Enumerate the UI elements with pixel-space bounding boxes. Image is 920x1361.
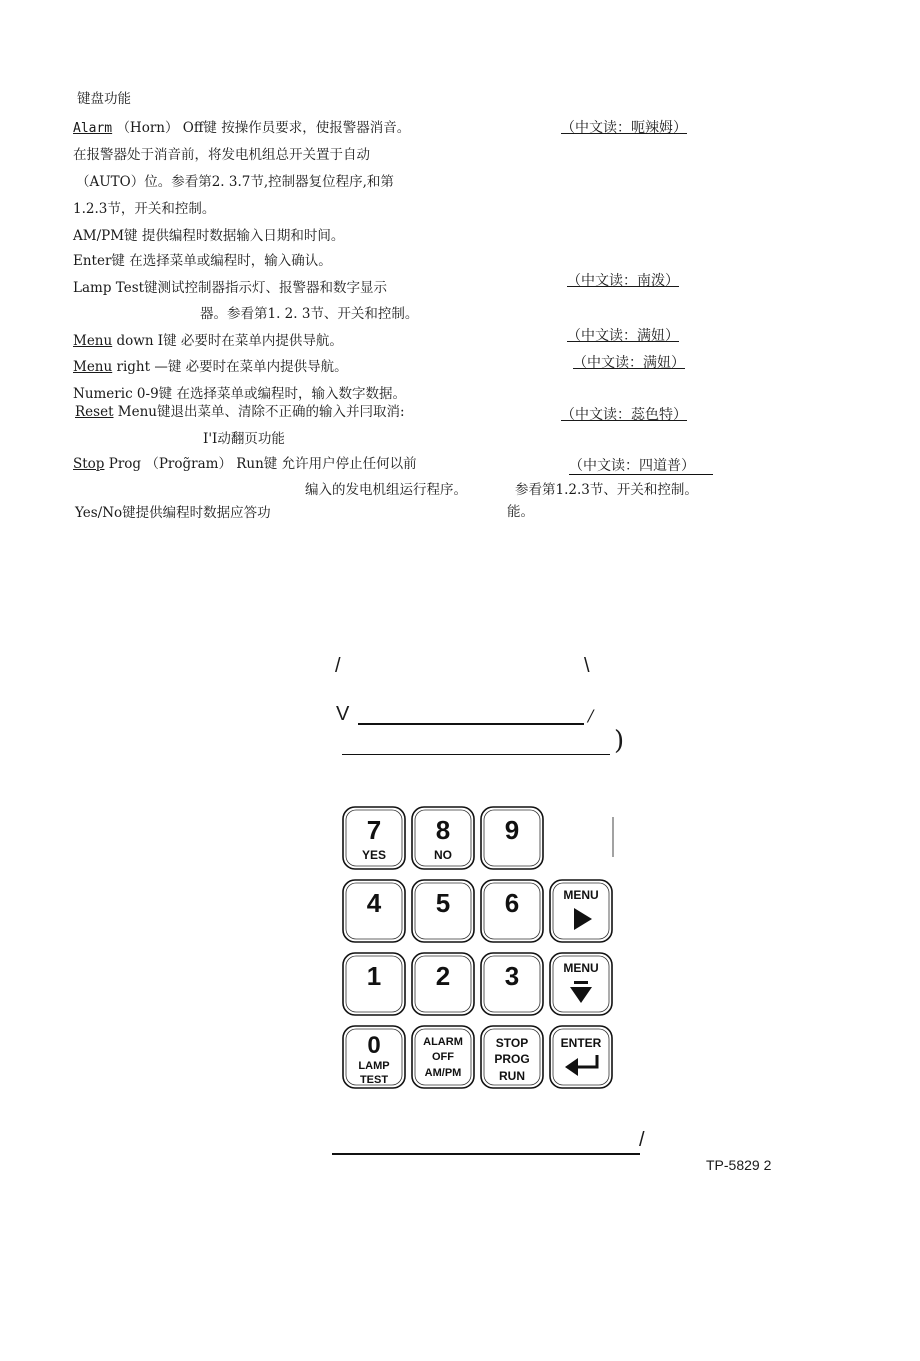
figure-bottom-line	[332, 1153, 640, 1155]
key-ampm-label: AM/PM	[424, 1067, 462, 1079]
yesno-line: Yes/No键提供编程时数据应答功	[75, 505, 271, 521]
key-7-yes[interactable]	[343, 807, 405, 869]
menu-right-description: right —键 必要时在菜单内提供导航。	[112, 359, 348, 375]
key-8-no[interactable]	[412, 807, 474, 869]
reset-key-term: Reset	[75, 404, 114, 420]
key-7-label: YES	[361, 848, 387, 862]
menu-down-line	[73, 332, 343, 350]
alarm-line-1	[73, 119, 410, 138]
refer-line: 参看第1.2.3节、开关和控制。	[515, 482, 698, 498]
key-menu-right[interactable]	[550, 880, 612, 942]
key-0-label-test: TEST	[359, 1074, 389, 1086]
page-title: 键盘功能	[77, 91, 131, 107]
key-8-label: NO	[434, 848, 452, 862]
pronunciation-note-menu-right: （中文读：满妞）	[573, 355, 685, 371]
pronunciation-note-reset: （中文读：蕊色特）	[561, 407, 687, 423]
lamp-line-2: 器。参看第1. 2. 3节、开关和控制。	[200, 306, 419, 322]
stop-key-term: Stop	[73, 456, 105, 472]
key-2[interactable]	[412, 953, 474, 1015]
key-3[interactable]	[481, 953, 543, 1015]
key-alarm-off-ampm[interactable]	[412, 1026, 474, 1088]
alarm-key-term: Alarm	[73, 121, 113, 136]
pronunciation-note-alarm: （中文读：呃辣姆）	[561, 120, 687, 136]
stop-description: Prog （Prog̃ram） Run键 允许用户停止任何以前	[104, 456, 417, 472]
key-stop-prog-run[interactable]	[481, 1026, 543, 1088]
key-0-label-lamp: LAMP	[358, 1060, 390, 1072]
bracket-v-mark: V	[336, 703, 350, 725]
key-3-digit: 3	[504, 961, 520, 991]
alarm-description: （Horn） Off键 按操作员要求，使报警器消音。	[116, 120, 411, 136]
key-4-digit: 4	[366, 888, 382, 918]
key-enter[interactable]	[550, 1026, 612, 1088]
menu-down-key-term: Menu	[73, 333, 113, 349]
key-5-digit: 5	[435, 888, 451, 918]
key-2-digit: 2	[435, 961, 451, 991]
note-underline	[569, 474, 713, 475]
figure-id: TP-5829 2	[706, 1157, 772, 1173]
key-6[interactable]	[481, 880, 543, 942]
reset-line	[75, 403, 405, 421]
bracket-backslash-right: \	[584, 655, 590, 677]
key-4[interactable]	[343, 880, 405, 942]
key-1[interactable]	[343, 953, 405, 1015]
key-menu-down[interactable]	[550, 953, 612, 1015]
key-1-digit: 1	[366, 961, 382, 991]
bracket-curve-small: /	[588, 706, 594, 725]
figure-bottom-slash: /	[639, 1129, 645, 1151]
menu-right-key-term: Menu	[73, 359, 113, 375]
key-0-lamp-test[interactable]	[343, 1026, 405, 1088]
alarm-line-2: 在报警器处于消音前，将发电机组总开关置于自动	[73, 147, 370, 163]
bracket-line-1	[358, 723, 584, 725]
pronunciation-note-enter: （中文读：南泼）	[567, 273, 679, 289]
numeric-line: Numeric 0-9键 在选择菜单或编程时，输入数字数据。	[73, 386, 406, 402]
stop-line-2: 编入的发电机组运行程序。	[305, 482, 467, 498]
key-run-label: RUN	[499, 1069, 525, 1083]
key-menu-right-label: MENU	[563, 888, 599, 902]
pronunciation-note-stop: （中文读：四道普）	[569, 458, 695, 474]
bracket-slash-left: /	[335, 655, 341, 677]
neng-line: 能。	[507, 504, 534, 520]
key-7-digit: 7	[366, 815, 382, 845]
lamp-line-1: Lamp Test键测试控制器指示灯、报警器和数字显示	[73, 280, 388, 296]
key-9-digit: 9	[504, 815, 520, 845]
key-menu-down-label: MENU	[563, 961, 599, 975]
menu-down-description: down I键 必要时在菜单内提供导航。	[112, 333, 343, 349]
key-prog-label: PROG	[494, 1052, 530, 1066]
reset-description: Menu键退出菜单、清除不正确的输入并冃取消:	[113, 404, 405, 420]
enter-line: Enter键 在选择菜单或编程时，输入确认。	[73, 253, 332, 269]
key-6-digit: 6	[504, 888, 520, 918]
key-enter-label: ENTER	[560, 1036, 602, 1050]
key-0-digit: 0	[367, 1032, 381, 1059]
stop-line	[73, 455, 417, 473]
key-8-digit: 8	[435, 815, 451, 845]
bracket-line-2	[342, 754, 610, 755]
alarm-line-4: 1.2.3节，开关和控制。	[73, 201, 216, 217]
key-off-label: OFF	[432, 1051, 454, 1063]
keypad-figure	[330, 795, 630, 1105]
menu-right-line	[73, 358, 348, 376]
pronunciation-note-menu-down: （中文读：满妞）	[567, 328, 679, 344]
key-alarm-label: ALARM	[423, 1036, 463, 1048]
bracket-curve-paren: )	[614, 726, 625, 756]
alarm-line-3: （AUTO）位。参看第2. 3.7节,控制器复位程序,和第	[76, 174, 394, 190]
key-5[interactable]	[412, 880, 474, 942]
reset-line-2: I'I动翻页功能	[203, 431, 285, 447]
key-stop-label: STOP	[495, 1036, 529, 1050]
ampm-line: AM/PM键 提供编程时数据输入日期和时间。	[73, 228, 345, 244]
key-9[interactable]	[481, 807, 543, 869]
